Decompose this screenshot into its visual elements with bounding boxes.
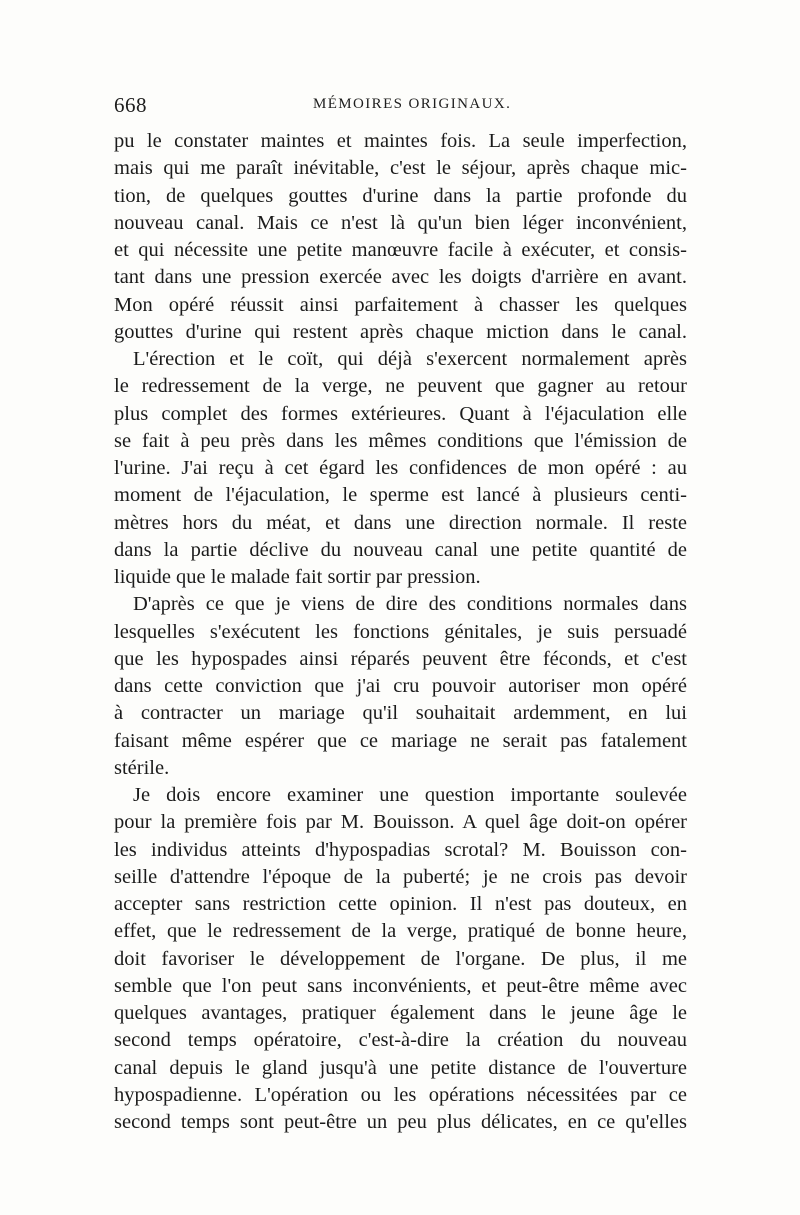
text-line: accepter sans restriction cette opinion. Il n'est pas douteux, en xyxy=(114,893,687,915)
text-line: lesquelles s'exécutent les fonctions génitales, je suis persuadé xyxy=(114,620,687,643)
text-line: seille d'attendre l'époque de la puberté; je ne crois pas devoir xyxy=(114,865,687,888)
text-line: pour la première fois par M. Bouisson. A quel âge doit-on opérer xyxy=(114,811,687,834)
text-line: que les hypospades ainsi réparés peuvent être féconds, et c'est xyxy=(114,647,687,670)
text-line: nouveau canal. Mais ce n'est là qu'un bien léger inconvénient, xyxy=(114,211,687,234)
text-line: l'urine. J'ai reçu à cet égard les confidences de mon opéré : au xyxy=(114,457,687,479)
body-text xyxy=(114,128,687,1136)
paragraph-first-line: D'après ce que je viens de dire des conditions normales dans xyxy=(133,593,687,616)
paragraph-first-line: L'érection et le coït, qui déjà s'exercent normalement après xyxy=(133,348,687,370)
text-line: mais qui me paraît inévitable, c'est le séjour, après chaque mic- xyxy=(114,157,687,180)
paragraph-first-line: Je dois encore examiner une question importante soulevée xyxy=(133,784,687,806)
text-line: tion, de quelques gouttes d'urine dans la partie profonde du xyxy=(114,184,687,207)
text-line: les individus atteints d'hypospadias scrotal? M. Bouisson con- xyxy=(114,838,687,861)
text-line: plus complet des formes extérieures. Quant à l'éjaculation elle xyxy=(114,402,687,425)
text-line: le redressement de la verge, ne peuvent que gagner au retour xyxy=(114,375,687,398)
text-line: second temps opératoire, c'est-à-dire la création du nouveau xyxy=(114,1029,687,1052)
paragraph-last-line: stérile. xyxy=(114,756,170,779)
text-line: se fait à peu près dans les mêmes conditions que l'émission de xyxy=(114,429,687,452)
text-line: effet, que le redressement de la verge, pratiqué de bonne heure, xyxy=(114,920,687,943)
text-line: hypospadienne. L'opération ou les opérations nécessitées par ce xyxy=(114,1083,687,1106)
text-line: et qui nécessite une petite manœuvre facile à exécuter, et consis- xyxy=(114,239,687,261)
text-line: quelques avantages, pratiquer également dans le jeune âge le xyxy=(114,1002,687,1024)
text-line: semble que l'on peut sans inconvénients, et peut-être même avec xyxy=(114,974,687,997)
text-line: second temps sont peut-être un peu plus délicates, en ce qu'elles xyxy=(114,1111,687,1133)
text-line: gouttes d'urine qui restent après chaque miction dans le canal. xyxy=(114,320,687,343)
text-line: Mon opéré réussit ainsi parfaitement à chasser les quelques xyxy=(114,293,687,316)
text-line: moment de l'éjaculation, le sperme est lancé à plusieurs centi- xyxy=(114,484,687,507)
text-line: à contracter un mariage qu'il souhaitait ardemment, en lui xyxy=(114,702,687,725)
text-line: mètres hors du méat, et dans une direction normale. Il reste xyxy=(114,511,687,534)
paragraph-last-line: liquide que le malade fait sortir par pression. xyxy=(114,566,481,588)
text-line: doit favoriser le développement de l'organe. De plus, il me xyxy=(114,947,687,970)
text-line: faisant même espérer que ce mariage ne serait pas fatalement xyxy=(114,729,687,752)
page-header xyxy=(114,93,684,119)
page-number: 668 xyxy=(114,93,147,117)
text-line: dans cette conviction que j'ai cru pouvoir autoriser mon opéré xyxy=(114,675,687,697)
text-line: canal depuis le gland jusqu'à une petite distance de l'ouverture xyxy=(114,1056,687,1079)
text-line: tant dans une pression exercée avec les doigts d'arrière en avant. xyxy=(114,266,687,289)
text-line: dans la partie déclive du nouveau canal une petite quantité de xyxy=(114,538,687,561)
running-head: MÉMOIRES ORIGINAUX. xyxy=(313,96,512,112)
text-line: pu le constater maintes et maintes fois. La seule imperfection, xyxy=(114,130,687,152)
